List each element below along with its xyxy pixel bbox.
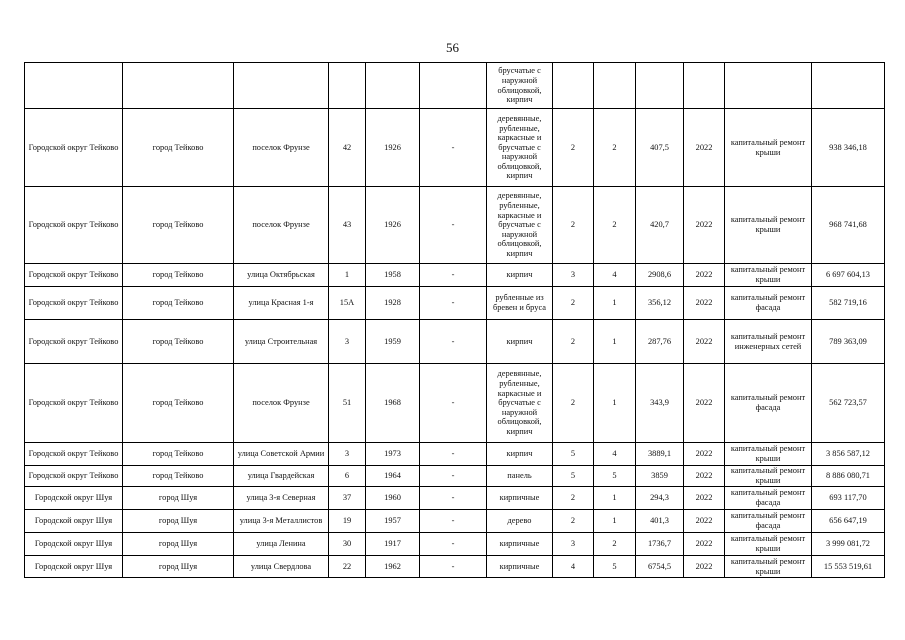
cell-work: капитальный ремонт инженерных сетей	[725, 320, 812, 364]
cell-city: город Шуя	[123, 533, 234, 556]
cell-material: деревянные, рубленные, каркасные и брусчатые с наружной облицовкой, кирпич	[487, 109, 553, 187]
cell-cost: 693 117,70	[812, 487, 885, 510]
cell-work: капитальный ремонт крыши	[725, 109, 812, 187]
cell-area: 407,5	[636, 109, 684, 187]
cell-cost: 6 697 604,13	[812, 264, 885, 287]
cell-plan-year: 2022	[684, 510, 725, 533]
cell-city: город Шуя	[123, 487, 234, 510]
table-body	[25, 63, 885, 578]
cell-year: 1958	[366, 264, 420, 287]
cell-district: Городской округ Шуя	[25, 533, 123, 556]
cell-floors: 3	[553, 264, 594, 287]
cell-year: 1926	[366, 109, 420, 187]
cell-floors: 2	[553, 287, 594, 320]
cell-house: 15А	[329, 287, 366, 320]
cell-plan-year: 2022	[684, 264, 725, 287]
cell-city: город Тейково	[123, 320, 234, 364]
cell-area: 2908,6	[636, 264, 684, 287]
cell-material: брусчатые с наружной облицовкой, кирпич	[487, 63, 553, 109]
cell-material: кирпич	[487, 443, 553, 466]
cell-extra: -	[420, 556, 487, 578]
cell-area: 294,3	[636, 487, 684, 510]
cell-street: улица 3-я Металлистов	[234, 510, 329, 533]
cell-cost: 562 723,57	[812, 364, 885, 443]
cell-district: Городской округ Тейково	[25, 109, 123, 187]
cell-street	[234, 63, 329, 109]
table-row	[25, 109, 885, 187]
cell-extra: -	[420, 443, 487, 466]
cell-city: город Тейково	[123, 466, 234, 487]
cell-material: кирпичные	[487, 533, 553, 556]
cell-work: капитальный ремонт фасада	[725, 364, 812, 443]
cell-house: 6	[329, 466, 366, 487]
cell-work: капитальный ремонт крыши	[725, 443, 812, 466]
cell-entrances: 1	[594, 320, 636, 364]
cell-floors: 2	[553, 487, 594, 510]
cell-extra	[420, 63, 487, 109]
cell-material: деревянные, рубленные, каркасные и брусчатые с наружной облицовкой, кирпич	[487, 364, 553, 443]
cell-cost: 968 741,68	[812, 187, 885, 264]
cell-work: капитальный ремонт фасада	[725, 510, 812, 533]
cell-area: 356,12	[636, 287, 684, 320]
cell-plan-year: 2022	[684, 364, 725, 443]
cell-street: улица Красная 1-я	[234, 287, 329, 320]
cell-street: улица Строительная	[234, 320, 329, 364]
cell-extra: -	[420, 187, 487, 264]
cell-entrances: 1	[594, 487, 636, 510]
cell-street: улица Свердлова	[234, 556, 329, 578]
cell-street: улица Советской Армии	[234, 443, 329, 466]
cell-year: 1960	[366, 487, 420, 510]
cell-extra: -	[420, 364, 487, 443]
cell-house: 19	[329, 510, 366, 533]
cell-street: поселок Фрунзе	[234, 187, 329, 264]
cell-work: капитальный ремонт фасада	[725, 287, 812, 320]
cell-city: город Тейково	[123, 443, 234, 466]
cell-year: 1957	[366, 510, 420, 533]
table-row	[25, 364, 885, 443]
cell-material: кирпичные	[487, 487, 553, 510]
cell-entrances: 1	[594, 364, 636, 443]
cell-material: дерево	[487, 510, 553, 533]
table-row	[25, 187, 885, 264]
cell-district: Городской округ Тейково	[25, 443, 123, 466]
cell-house: 42	[329, 109, 366, 187]
cell-city: город Тейково	[123, 264, 234, 287]
cell-floors: 2	[553, 187, 594, 264]
cell-house: 51	[329, 364, 366, 443]
registry-table	[24, 62, 885, 578]
cell-year: 1964	[366, 466, 420, 487]
cell-entrances: 5	[594, 466, 636, 487]
cell-cost: 3 856 587,12	[812, 443, 885, 466]
cell-entrances: 1	[594, 287, 636, 320]
cell-entrances: 5	[594, 556, 636, 578]
cell-work: капитальный ремонт крыши	[725, 556, 812, 578]
cell-plan-year: 2022	[684, 466, 725, 487]
cell-city: город Тейково	[123, 187, 234, 264]
cell-area: 1736,7	[636, 533, 684, 556]
table-row	[25, 510, 885, 533]
cell-extra: -	[420, 533, 487, 556]
cell-district: Городской округ Шуя	[25, 487, 123, 510]
cell-entrances: 4	[594, 264, 636, 287]
table-row	[25, 63, 885, 109]
cell-work: капитальный ремонт крыши	[725, 187, 812, 264]
cell-plan-year: 2022	[684, 187, 725, 264]
cell-cost: 789 363,09	[812, 320, 885, 364]
cell-extra: -	[420, 287, 487, 320]
cell-extra: -	[420, 466, 487, 487]
cell-district: Городской округ Шуя	[25, 556, 123, 578]
cell-house: 22	[329, 556, 366, 578]
cell-street: улица 3-я Северная	[234, 487, 329, 510]
cell-floors: 2	[553, 510, 594, 533]
cell-street: улица Гвардейская	[234, 466, 329, 487]
cell-plan-year	[684, 63, 725, 109]
cell-area	[636, 63, 684, 109]
cell-plan-year: 2022	[684, 487, 725, 510]
cell-material: кирпичные	[487, 556, 553, 578]
cell-area: 343,9	[636, 364, 684, 443]
cell-district: Городской округ Шуя	[25, 510, 123, 533]
table-row	[25, 287, 885, 320]
cell-house	[329, 63, 366, 109]
cell-district: Городской округ Тейково	[25, 364, 123, 443]
cell-cost: 3 999 081,72	[812, 533, 885, 556]
cell-house: 1	[329, 264, 366, 287]
cell-city: город Тейково	[123, 109, 234, 187]
cell-floors: 3	[553, 533, 594, 556]
cell-district	[25, 63, 123, 109]
cell-district: Городской округ Тейково	[25, 320, 123, 364]
cell-house: 30	[329, 533, 366, 556]
cell-cost: 938 346,18	[812, 109, 885, 187]
cell-year: 1917	[366, 533, 420, 556]
cell-plan-year: 2022	[684, 533, 725, 556]
cell-district: Городской округ Тейково	[25, 264, 123, 287]
cell-floors: 5	[553, 443, 594, 466]
cell-street: поселок Фрунзе	[234, 109, 329, 187]
cell-floors: 2	[553, 320, 594, 364]
table-row	[25, 487, 885, 510]
cell-year: 1928	[366, 287, 420, 320]
cell-work: капитальный ремонт крыши	[725, 466, 812, 487]
cell-cost: 8 886 080,71	[812, 466, 885, 487]
cell-entrances: 1	[594, 510, 636, 533]
cell-floors: 2	[553, 364, 594, 443]
cell-district: Городской округ Тейково	[25, 466, 123, 487]
cell-area: 6754,5	[636, 556, 684, 578]
table-row	[25, 264, 885, 287]
cell-year: 1926	[366, 187, 420, 264]
cell-extra: -	[420, 487, 487, 510]
cell-plan-year: 2022	[684, 443, 725, 466]
cell-city	[123, 63, 234, 109]
cell-area: 401,3	[636, 510, 684, 533]
cell-year	[366, 63, 420, 109]
cell-floors: 4	[553, 556, 594, 578]
table-row	[25, 556, 885, 578]
table-row	[25, 466, 885, 487]
cell-entrances: 2	[594, 187, 636, 264]
cell-entrances: 4	[594, 443, 636, 466]
cell-material: кирпич	[487, 264, 553, 287]
cell-year: 1959	[366, 320, 420, 364]
cell-year: 1968	[366, 364, 420, 443]
cell-work: капитальный ремонт крыши	[725, 264, 812, 287]
cell-extra: -	[420, 320, 487, 364]
cell-entrances: 2	[594, 109, 636, 187]
cell-cost: 656 647,19	[812, 510, 885, 533]
table-row	[25, 443, 885, 466]
cell-plan-year: 2022	[684, 109, 725, 187]
cell-extra: -	[420, 109, 487, 187]
cell-cost: 15 553 519,61	[812, 556, 885, 578]
cell-district: Городской округ Тейково	[25, 187, 123, 264]
cell-year: 1973	[366, 443, 420, 466]
cell-area: 3859	[636, 466, 684, 487]
cell-plan-year: 2022	[684, 320, 725, 364]
cell-material: кирпич	[487, 320, 553, 364]
cell-floors: 2	[553, 109, 594, 187]
cell-area: 287,76	[636, 320, 684, 364]
cell-material: панель	[487, 466, 553, 487]
table-row	[25, 533, 885, 556]
cell-year: 1962	[366, 556, 420, 578]
cell-plan-year: 2022	[684, 556, 725, 578]
cell-material: деревянные, рубленные, каркасные и брусчатые с наружной облицовкой, кирпич	[487, 187, 553, 264]
table-row	[25, 320, 885, 364]
cell-district: Городской округ Тейково	[25, 287, 123, 320]
cell-entrances	[594, 63, 636, 109]
cell-plan-year: 2022	[684, 287, 725, 320]
cell-street: улица Октябрьская	[234, 264, 329, 287]
cell-city: город Шуя	[123, 510, 234, 533]
cell-work: капитальный ремонт крыши	[725, 533, 812, 556]
cell-floors: 5	[553, 466, 594, 487]
cell-floors	[553, 63, 594, 109]
cell-city: город Тейково	[123, 287, 234, 320]
cell-extra: -	[420, 264, 487, 287]
cell-city: город Шуя	[123, 556, 234, 578]
cell-cost	[812, 63, 885, 109]
cell-house: 3	[329, 443, 366, 466]
cell-house: 43	[329, 187, 366, 264]
cell-material: рубленные из бревен и бруса	[487, 287, 553, 320]
cell-cost: 582 719,16	[812, 287, 885, 320]
cell-area: 3889,1	[636, 443, 684, 466]
cell-city: город Тейково	[123, 364, 234, 443]
page-number: 56	[446, 40, 459, 55]
cell-street: улица Ленина	[234, 533, 329, 556]
cell-house: 37	[329, 487, 366, 510]
cell-house: 3	[329, 320, 366, 364]
cell-work: капитальный ремонт фасада	[725, 487, 812, 510]
cell-entrances: 2	[594, 533, 636, 556]
cell-area: 420,7	[636, 187, 684, 264]
cell-extra: -	[420, 510, 487, 533]
cell-work	[725, 63, 812, 109]
cell-street: поселок Фрунзе	[234, 364, 329, 443]
